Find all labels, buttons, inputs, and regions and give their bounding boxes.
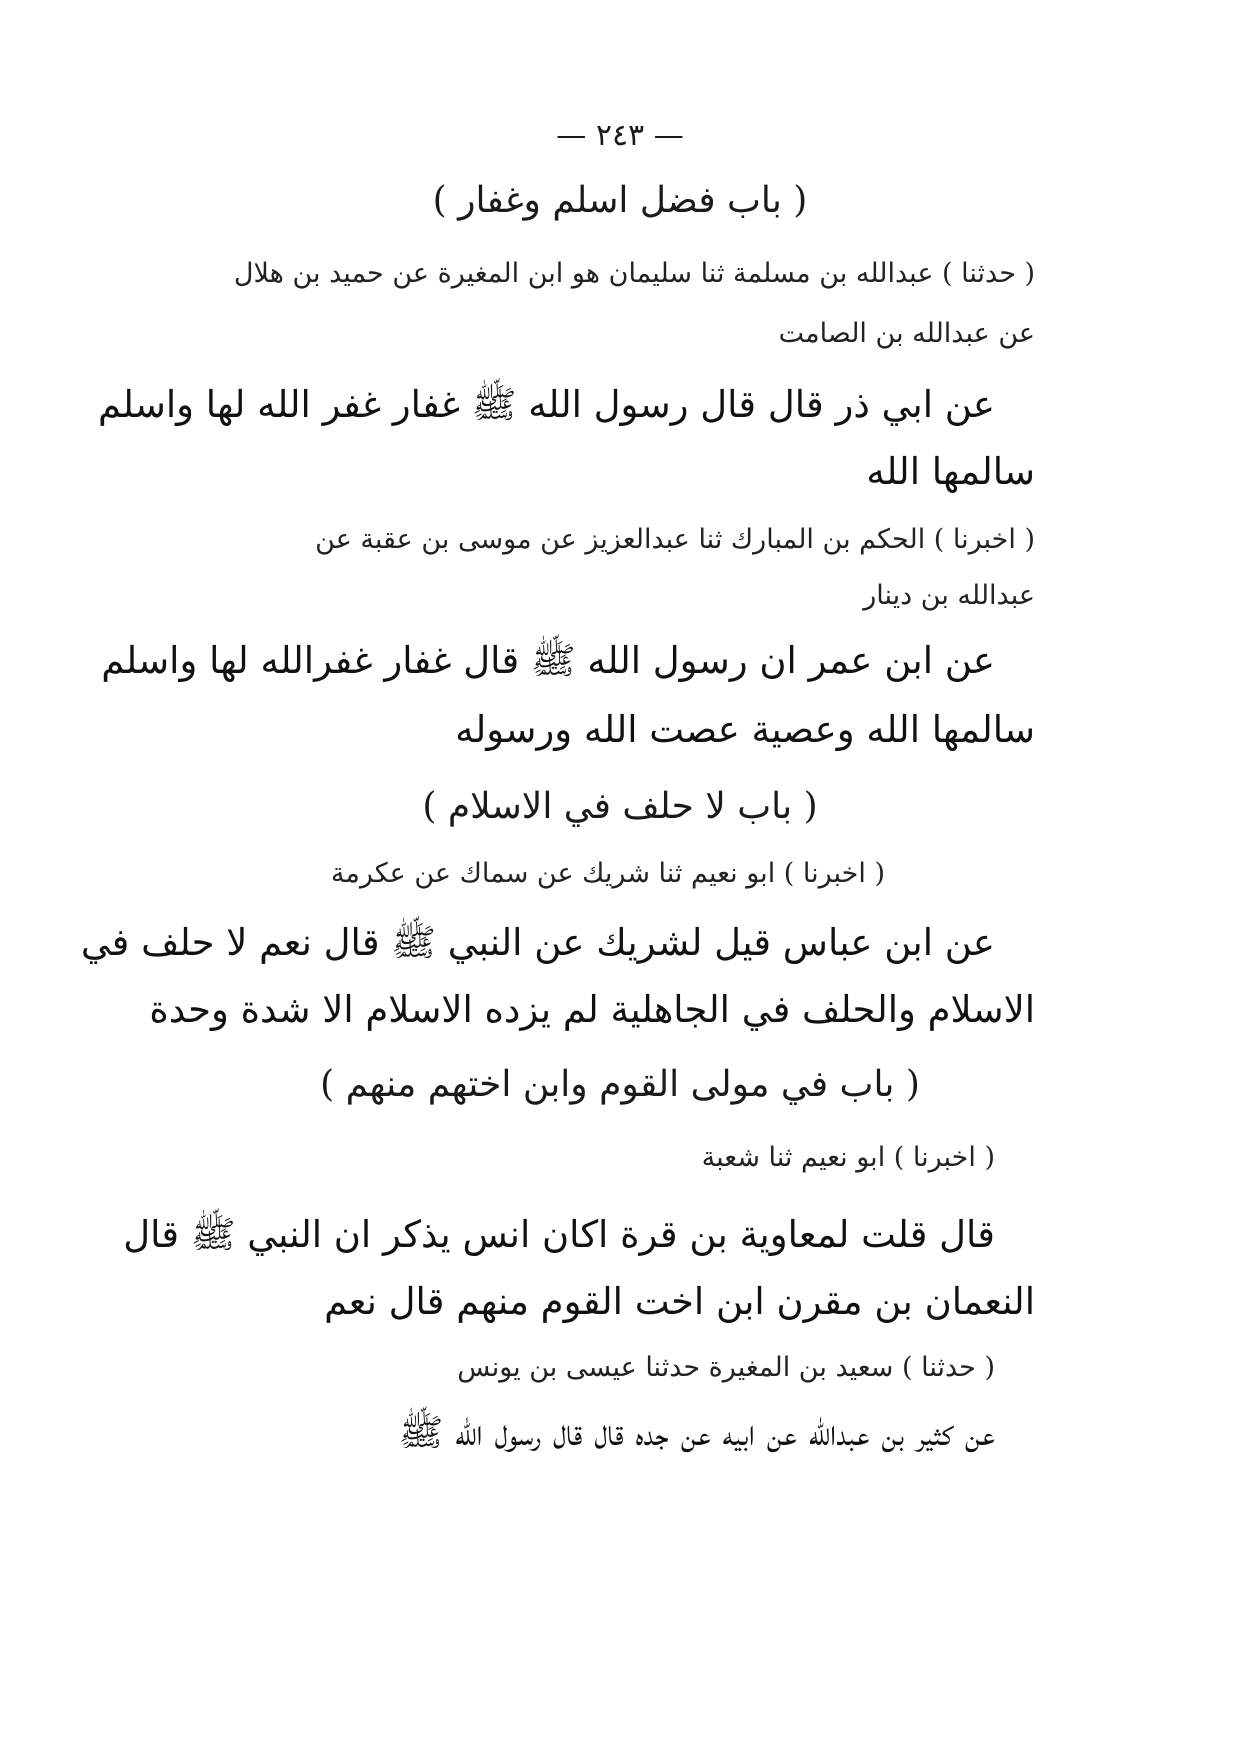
- page-number: — ٢٤٣ —: [556, 118, 684, 153]
- chapter-heading-3: ( باب في مولى القوم وابن اختهم منهم ): [320, 1064, 920, 1105]
- matn-line: عن ابن عمر ان رسول الله ﷺ قال غفار غفرالله لها واسلم: [101, 639, 995, 682]
- matn-line: عن ابي ذر قال قال رسول الله ﷺ غفار غفر الله لها واسلم: [98, 383, 995, 426]
- matn-line: الاسلام والحلف في الجاهلية لم يزده الاسلام الا شدة وحدة: [149, 988, 1035, 1031]
- isnad-line: ( اخبرنا ) ابو نعيم ثنا شريك عن سماك عن عكرمة: [330, 858, 885, 889]
- matn-line: سالمها الله: [866, 450, 1035, 493]
- isnad-line: ( اخبرنا ) الحكم بن المبارك ثنا عبدالعزيز عن موسى بن عقبة عن: [315, 524, 1035, 555]
- isnad-line: عن عبدالله بن الصامت: [778, 318, 1035, 349]
- matn-line: النعمان بن مقرن ابن اخت القوم منهم قال نعم: [324, 1280, 1035, 1323]
- matn-line: سالمها الله وعصية عصت الله ورسوله: [455, 708, 1035, 751]
- chapter-heading-2: ( باب لا حلف في الاسلام ): [422, 786, 818, 827]
- isnad-line: ( حدثنا ) سعيد بن المغيرة حدثنا عيسى بن يونس: [457, 1352, 995, 1383]
- matn-line: قال قلت لمعاوية بن قرة اكان انس يذكر ان النبي ﷺ قال: [123, 1213, 995, 1256]
- matn-line: عن كثير بن عبدالله عن ابيه عن جده قال قال رسول الله ﷺ: [398, 1411, 995, 1454]
- isnad-line: ( اخبرنا ) ابو نعيم ثنا شعبة: [701, 1142, 995, 1173]
- chapter-heading-1: ( باب فضل اسلم وغفار ): [432, 180, 808, 221]
- isnad-line: ( حدثنا ) عبدالله بن مسلمة ثنا سليمان هو ابن المغيرة عن حميد بن هلال: [233, 258, 1035, 289]
- isnad-line: عبدالله بن دينار: [863, 580, 1035, 611]
- matn-line: عن ابن عباس قيل لشريك عن النبي ﷺ قال نعم لا حلف في: [80, 921, 995, 964]
